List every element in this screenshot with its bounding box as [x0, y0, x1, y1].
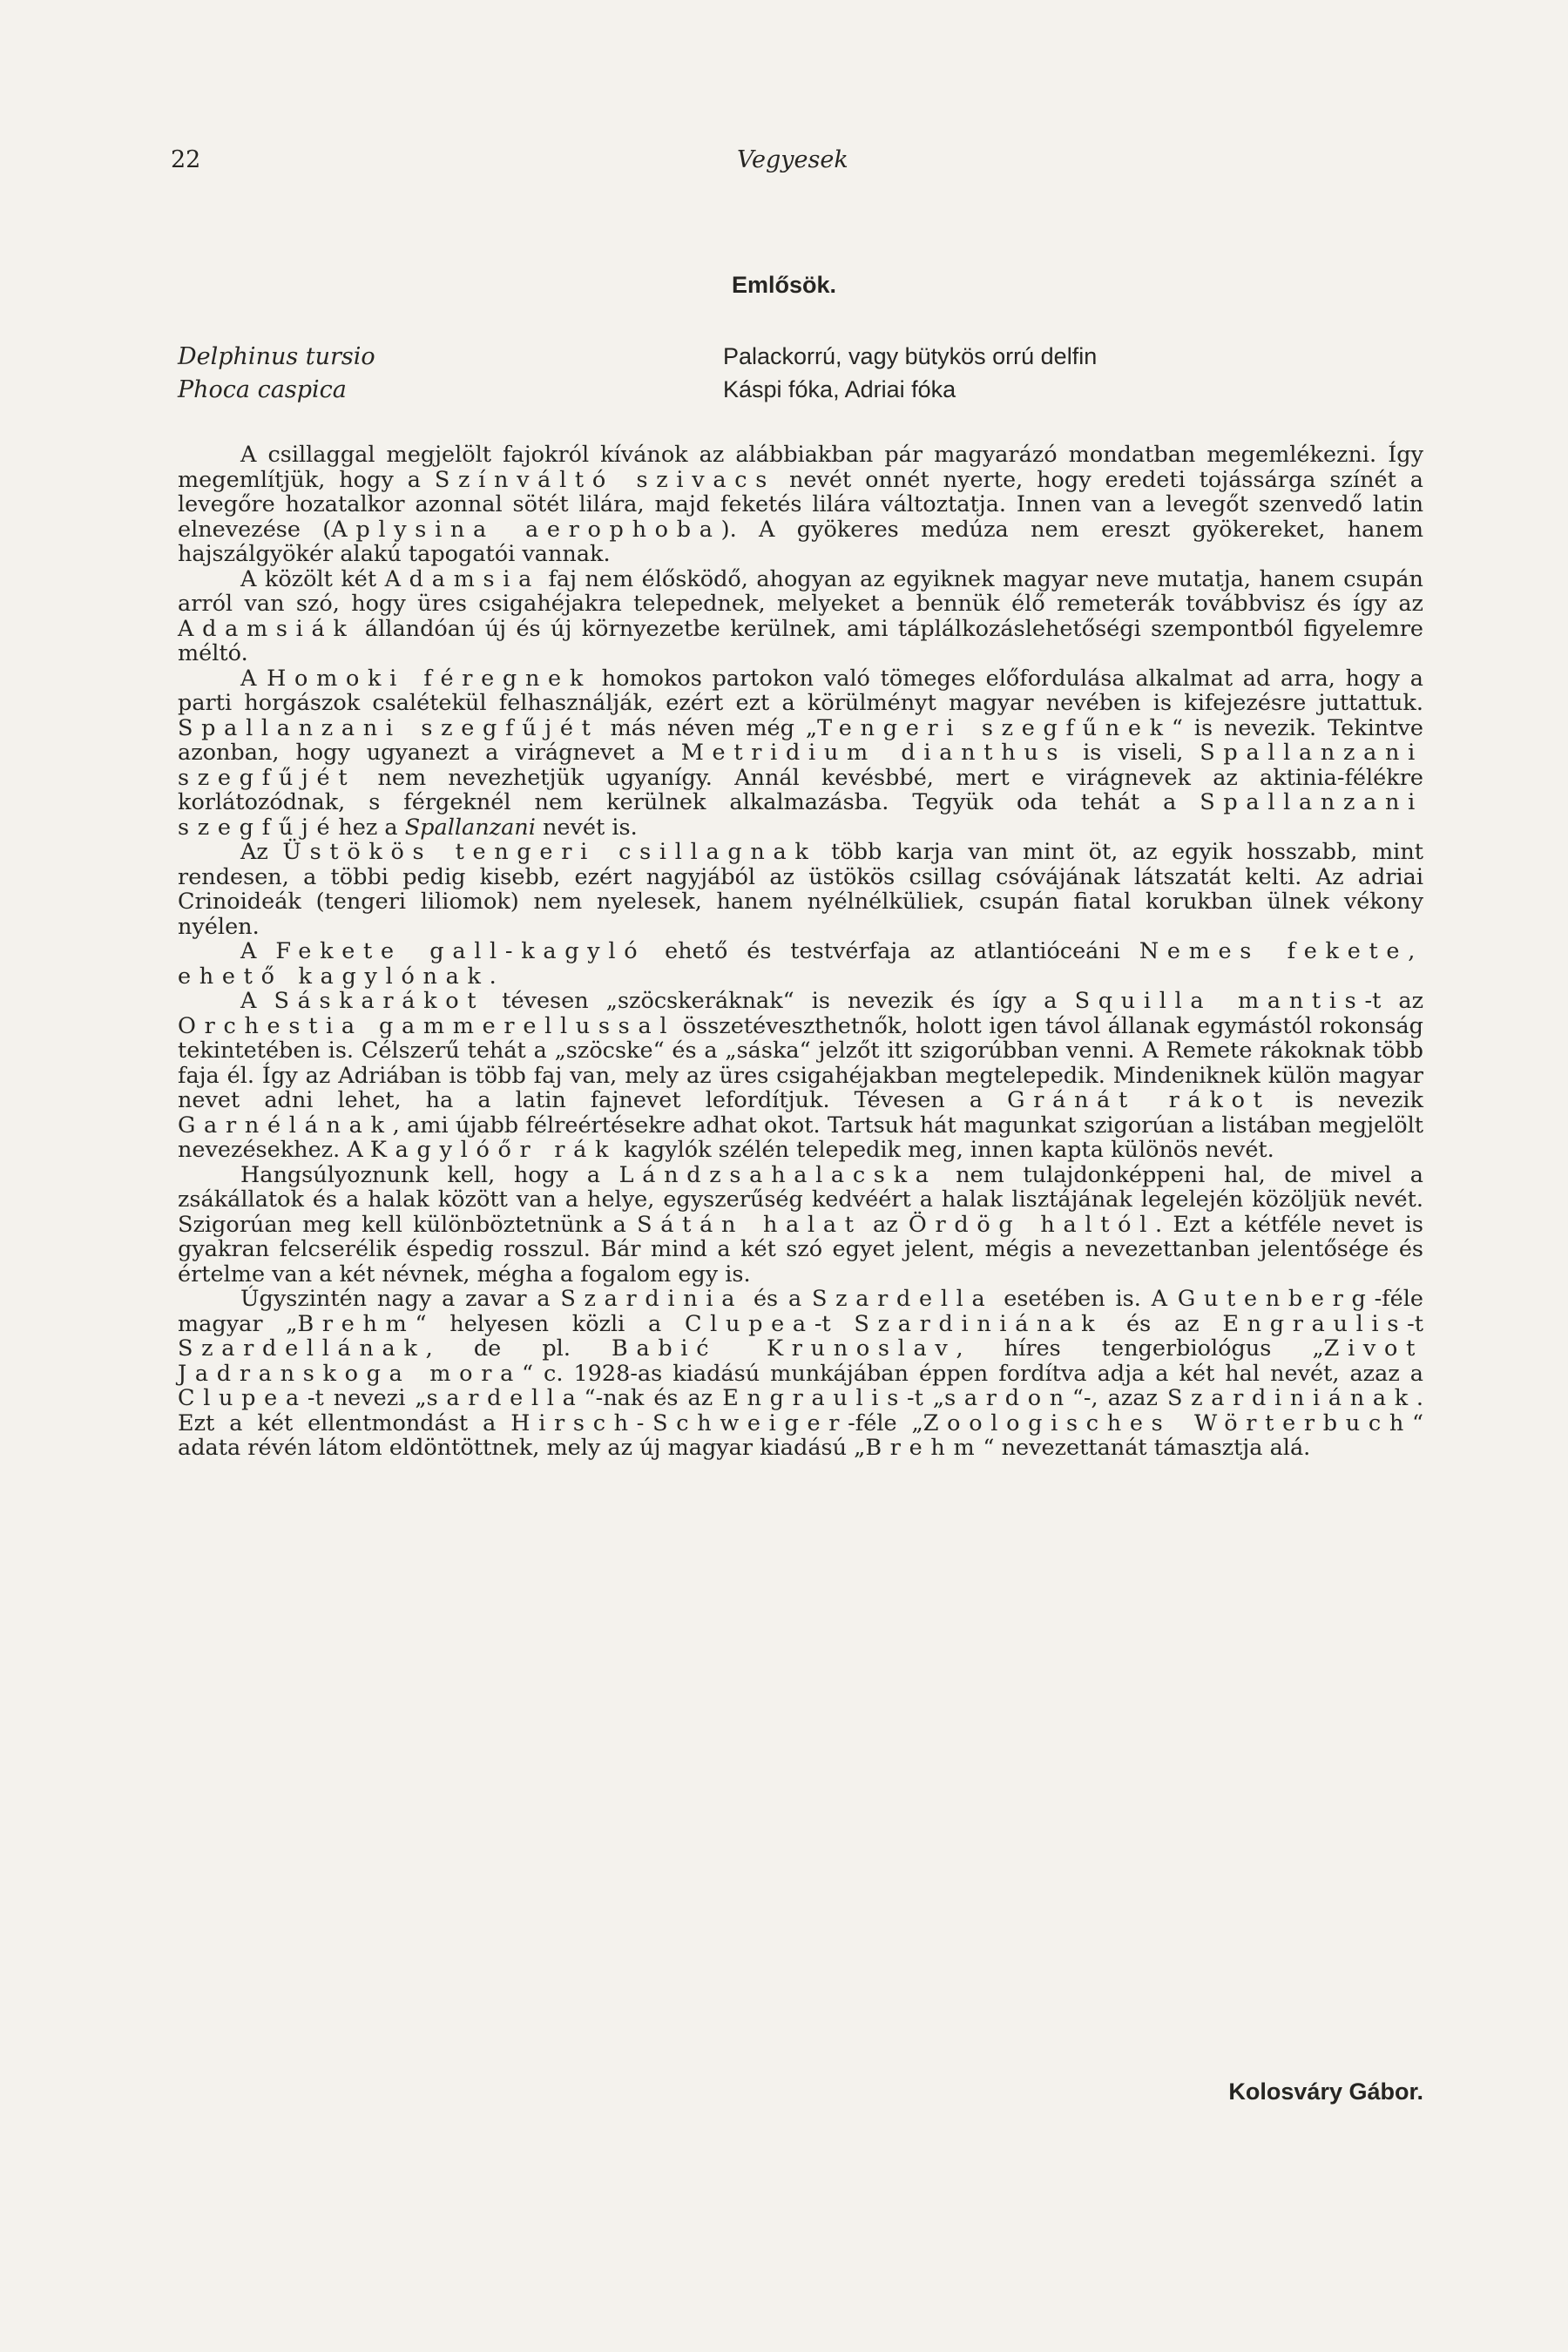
text-run: is nevezik: [1270, 1087, 1423, 1113]
text-run: . Ezt a kétféle nevet is gyakran felcserélik éspedig rosszul. Bár mind a két szó egyet jelent, mégis a nevezettanban jelentősége és értelme van a két névnek, mégha a fogalom egy is.: [178, 1211, 1423, 1288]
text-run: az: [862, 1211, 909, 1238]
text-run: nem nevezhetjük ugyanígy. Annál kevésbbé, mert e virágnevek az aktinia-félékre korlátozódnak, s férgeknél nem kerülnek alkalmazásba. Tegyük oda tehát a: [178, 764, 1423, 815]
section-title: Emlősök.: [731, 272, 837, 298]
text-run: esetében is. A: [993, 1286, 1178, 1312]
text-run: ). A gyökeres medúza nem ereszt gyökereket, hanem hajszálgyökér alakú tapogatói vannak.: [178, 516, 1424, 567]
text-run: -t: [814, 1310, 855, 1337]
text-run: több karja van mint öt, az egyik hosszabb, mint rendesen, a többi pedig kisebb, ezért nagyjából az üstökös csillag csóvájának látszatát kelti. Az adriai Crinoideák (tengeri liliomok) nem nyelesek, hanem nyélnélküliek, csupán fiatal korukban ülnek vékony nyélen.: [178, 839, 1423, 940]
spaced-term: Spallanzani szegfűjét: [178, 740, 1424, 791]
spaced-term: Spallanzani szegfűjét: [178, 714, 599, 741]
paragraph: [178, 443, 1423, 567]
spaced-term: Aplysina aerophoba: [331, 516, 721, 543]
spaced-term: Metridium dianthus: [680, 740, 1067, 766]
text-run: tévesen „szöcskeráknak“ is nevezik és így a: [484, 988, 1075, 1014]
spaced-term: Adamsia: [384, 565, 540, 592]
spaced-term: Homoki féregnek: [267, 665, 591, 692]
text-run: állandóan új és új környezetbe kerülnek, ami táplálkozáslehetőségi szempontból figyelemre méltó.: [178, 615, 1423, 666]
spaced-term: Orchestia gammerellussal: [178, 1012, 676, 1039]
text-run: Úgyszintén nagy a zavar a: [240, 1286, 561, 1312]
spaced-term: Zoologisches Wörterbuch: [923, 1409, 1412, 1436]
spaced-term: sardella: [426, 1385, 585, 1411]
text-run: -féle „: [848, 1409, 923, 1436]
text-run: “-nak és az: [584, 1385, 723, 1411]
text-run: , híres tengerbiológus „: [956, 1335, 1324, 1362]
text-run: -féle magyar „: [178, 1286, 1423, 1337]
spaced-term: Szardiniának: [854, 1310, 1104, 1337]
species-table: [178, 343, 1415, 409]
paragraph: [178, 989, 1423, 1163]
text-run: nem tulajdonképpeni hal, de mivel a zsákállatok és a halak között van a helye, egyszerűség kedvéért a halak lisztájának legelején közöljük nevét. Szigorúan meg kell különböztetnünk a: [178, 1161, 1423, 1238]
paragraph: [178, 1163, 1423, 1288]
text-run: -t az: [1364, 988, 1424, 1014]
spaced-term: Szardinia: [560, 1286, 744, 1312]
species-hungarian-name: Káspi fóka, Adriai fóka: [723, 376, 956, 402]
text-run: -t „: [907, 1385, 945, 1411]
text-run: A: [240, 938, 276, 964]
spaced-term: Sátán halat: [637, 1211, 862, 1238]
spaced-term: Üstökös tengeri csillagnak: [282, 839, 817, 865]
species-latin-name: Delphinus tursio: [178, 343, 375, 370]
author-signature: Kolosváry Gábor.: [1228, 2078, 1423, 2105]
text-run: “-, azaz: [1071, 1385, 1167, 1411]
text-run: hez a: [338, 814, 405, 841]
text-run: nevét onnét nyerte, hogy eredeti tojássárga színét a levegőre hozatalkor azonnal sötét lilára, majd feketés lilára változtatja. Innen van a levegőt szenvedő latin elnevezése (: [178, 466, 1423, 543]
spaced-term: Gutenberg: [1177, 1286, 1375, 1312]
spaced-term: Tengeri szegfűnek: [817, 714, 1172, 741]
spaced-term: Gránát rákot: [1007, 1087, 1271, 1113]
text-run: összetéveszthetnők, holott igen távol állanak egymástól rokonság tekintetében is. Célszerű tehát a „szöcske“ és a „sáska“ jelzőt itt szigorúbban venni. A Remete rákoknak több faja él. Így az Adriában is több faj van, mely az üres csigahéjakban megtelepedik. Mindeniknek külön magyar nevet adni lehet, ha a latin fajnevet lefordítjuk. Tévesen a: [178, 1012, 1423, 1113]
spaced-term: Adamsiák: [178, 615, 355, 642]
text-run: -t nevezi „: [307, 1385, 427, 1411]
text-run: A csillaggal megjelölt fajokról kívánok az alábbiakban pár magyarázó mondatban megemlékezni. Így megemlítjük, hogy a: [178, 442, 1423, 493]
species-row: [178, 343, 1415, 376]
spaced-term: Engraulis: [722, 1385, 908, 1411]
spaced-term: Clupea: [178, 1385, 308, 1411]
text-run: , ami újabb félreértésekre adhat okot. Tartsuk hát magunkat szigorúan a listában megjelölt nevezésekhez. A: [178, 1112, 1423, 1163]
species-row: [178, 376, 1415, 409]
paragraph: [178, 666, 1423, 841]
text-run: ehető és testvérfaja az atlantióceáni: [645, 938, 1139, 964]
paragraph: [178, 567, 1423, 666]
text-run: -t: [1407, 1310, 1423, 1337]
text-run: Az: [240, 839, 283, 865]
paragraph: [178, 840, 1423, 939]
text-run: más néven még „: [598, 714, 818, 741]
spaced-term: Babić Krunoslav: [612, 1335, 956, 1362]
spaced-term: Szardiniának: [1166, 1385, 1416, 1411]
species-hungarian-name: Palackorrú, vagy bütykös orrú delfin: [723, 343, 1098, 369]
spaced-term: Színváltó szivacs: [434, 466, 776, 493]
text-run: , de pl.: [425, 1335, 612, 1362]
text-run: faj nem élősködő, ahogyan az egyiknek magyar neve mutatja, hanem csupán arról van szó, hogy üres csigahéjakra telepednek, melyeket a bennük élő remeterák továbbvisz és így az: [178, 565, 1423, 617]
text-run: “ c. 1928-as kiadású munkájában éppen fordítva adja a két hal nevét, azaz a: [521, 1360, 1423, 1387]
spaced-term: Szardellának: [178, 1335, 426, 1362]
text-run: “ nevezettanát támasztja alá.: [983, 1435, 1311, 1461]
species-latin-name: Phoca caspica: [178, 376, 347, 403]
spaced-term: Hirsch-Schweiger: [510, 1409, 848, 1436]
spaced-term: Brehm: [297, 1310, 416, 1337]
italic-term: Spallanzani: [404, 814, 536, 841]
text-run: és a: [743, 1286, 812, 1312]
text-run: A: [240, 988, 274, 1014]
text-run: homokos partokon való tömeges előfordulása alkalmat ad arra, hogy a parti horgászok csalétekül felhasználják, ezért ezt a körülményt magyar nevében is kifejezésre juttattuk.: [178, 665, 1423, 716]
text-run: nevét is.: [535, 814, 638, 841]
text-run: Hangsúlyoznunk kell, hogy a: [240, 1161, 619, 1188]
spaced-term: Lándzsahalacska: [618, 1161, 937, 1188]
text-run: “ is nevezik. Tekintve azonban, hogy ugyanezt a virágnevet a: [178, 714, 1423, 766]
text-run: . Ezt a két ellentmondást a: [178, 1385, 1423, 1436]
running-title: Vegyesek: [737, 146, 848, 173]
text-run: .: [489, 963, 497, 990]
paragraph: [178, 939, 1423, 989]
spaced-term: Spallanzani szegfűjé: [178, 789, 1423, 841]
spaced-term: Sáskarákot: [274, 988, 485, 1014]
spaced-term: Brehm: [865, 1435, 983, 1461]
text-run: “ adata révén látom eldöntöttnek, mely az új magyar kiadású „: [178, 1409, 1424, 1461]
text-run: A közölt két: [240, 565, 385, 592]
spaced-term: Garnélának: [178, 1112, 393, 1139]
spaced-term: sardon: [944, 1385, 1072, 1411]
article-body: [178, 443, 1423, 1461]
spaced-term: Kagylóőr rák: [369, 1137, 618, 1163]
spaced-term: Clupea: [684, 1310, 814, 1337]
text-run: “ helyesen közli a: [415, 1310, 685, 1337]
spaced-term: Fekete gall-kagyló: [275, 938, 646, 964]
spaced-term: Squilla mantis: [1074, 988, 1365, 1014]
page-number: 22: [171, 146, 201, 173]
spaced-term: Szardella: [811, 1286, 994, 1312]
text-run: is viseli,: [1066, 740, 1200, 766]
spaced-term: Zivot Jadranskoga mora: [178, 1335, 1424, 1387]
spaced-term: Ördög haltól: [908, 1211, 1156, 1238]
spaced-term: Nemes fekete, ehető kagylónak: [178, 938, 1423, 990]
page-header: [171, 146, 1411, 181]
paragraph: [178, 1287, 1423, 1461]
text-run: kagylók szélén telepedik meg, innen kapta különös nevét.: [617, 1137, 1274, 1163]
spaced-term: Engraulis: [1222, 1310, 1408, 1337]
text-run: A: [240, 665, 267, 692]
text-run: és az: [1103, 1310, 1223, 1337]
